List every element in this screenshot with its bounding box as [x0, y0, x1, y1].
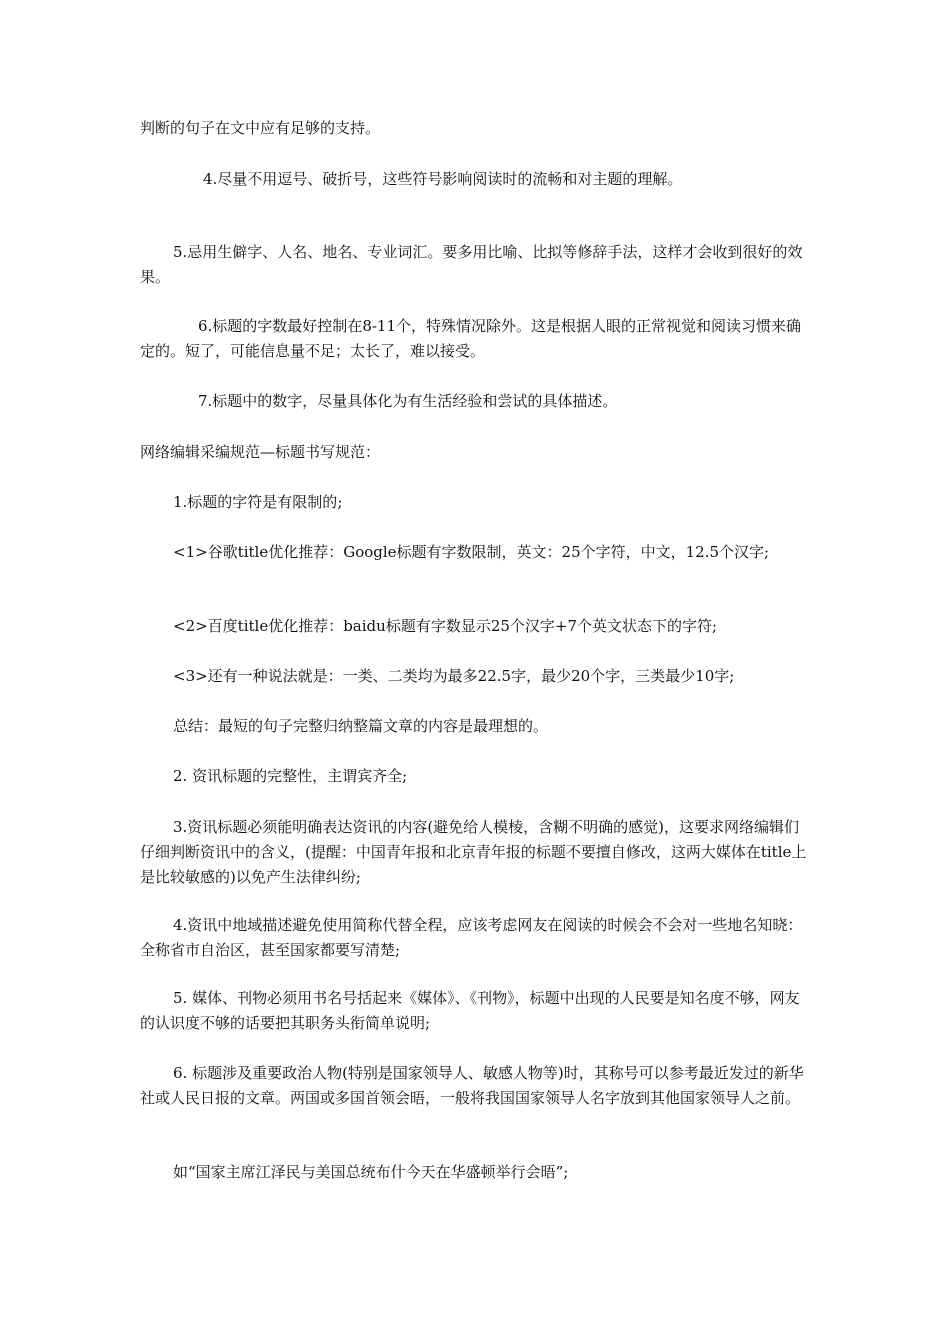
paragraph-item-4: 4.资讯中地域描述避免使用简称代替全程，应该考虑网友在阅读的时候会不会对一些地名知晓：全称省市自治区，甚至国家都要写清楚;: [140, 916, 803, 959]
paragraph-rule-6: 6.标题的字数最好控制在8-11个，特殊情况除外。这是根据人眼的正常视觉和阅读习惯来确定的。短了，可能信息量不足；太长了，难以接受。: [140, 317, 802, 360]
paragraph-rule-5: 5.忌用生僻字、人名、地名、专业词汇。要多用比喻、比拟等修辞手法，这样才会收到很好的效果。: [140, 243, 803, 286]
section-heading: 网络编辑采编规范—标题书写规范：: [140, 443, 381, 461]
paragraph-item-3: 3.资讯标题必须能明确表达资讯的内容(避免给人模棱，含糊不明确的感觉)，这要求网络编辑们仔细判断资讯中的含义，(提醒：中国青年报和北京青年报的标题不要擅自修改，这两大媒体在title上是比较敏感的)以免产生法律纠纷;: [140, 818, 807, 886]
paragraph-rule-4: 4.尽量不用逗号、破折号，这些符号影响阅读时的流畅和对主题的理解。: [203, 170, 683, 188]
paragraph-item-1: 1.标题的字符是有限制的;: [173, 493, 343, 511]
paragraph-support: 判断的句子在文中应有足够的支持。: [140, 119, 381, 137]
paragraph-summary: 总结：最短的句子完整归纳整篇文章的内容是最理想的。: [173, 717, 549, 735]
paragraph-rule-7: 7.标题中的数字，尽量具体化为有生活经验和尝试的具体描述。: [198, 392, 618, 410]
paragraph-google: <1>谷歌title优化推荐：Google标题有字数限制，英文：25个字符，中文，12.5个汉字;: [173, 543, 770, 561]
paragraph-baidu: <2>百度title优化推荐：baidu标题有字数显示25个汉字+7个英文状态下的字符;: [173, 617, 718, 635]
paragraph-other-view: <3>还有一种说法就是：一类、二类均为最多22.5字，最少20个字，三类最少10字;: [173, 667, 735, 685]
paragraph-example: 如“国家主席江泽民与美国总统布什今天在华盛顿举行会晤”;: [173, 1163, 569, 1181]
paragraph-item-2: 2. 资讯标题的完整性，主谓宾齐全;: [173, 767, 408, 785]
paragraph-item-6: 6. 标题涉及重要政治人物(特别是国家领导人、敏感人物等)时，其称号可以参考最近发过的新华社或人民日报的文章。两国或多国首领会晤，一般将我国国家领导人名字放到其他国家领导人之前。: [140, 1064, 804, 1107]
paragraph-item-5: 5. 媒体、刊物必须用书名号括起来《媒体》、《刊物》，标题中出现的人民要是知名度不够，网友的认识度不够的话要把其职务头衔简单说明;: [140, 989, 800, 1032]
